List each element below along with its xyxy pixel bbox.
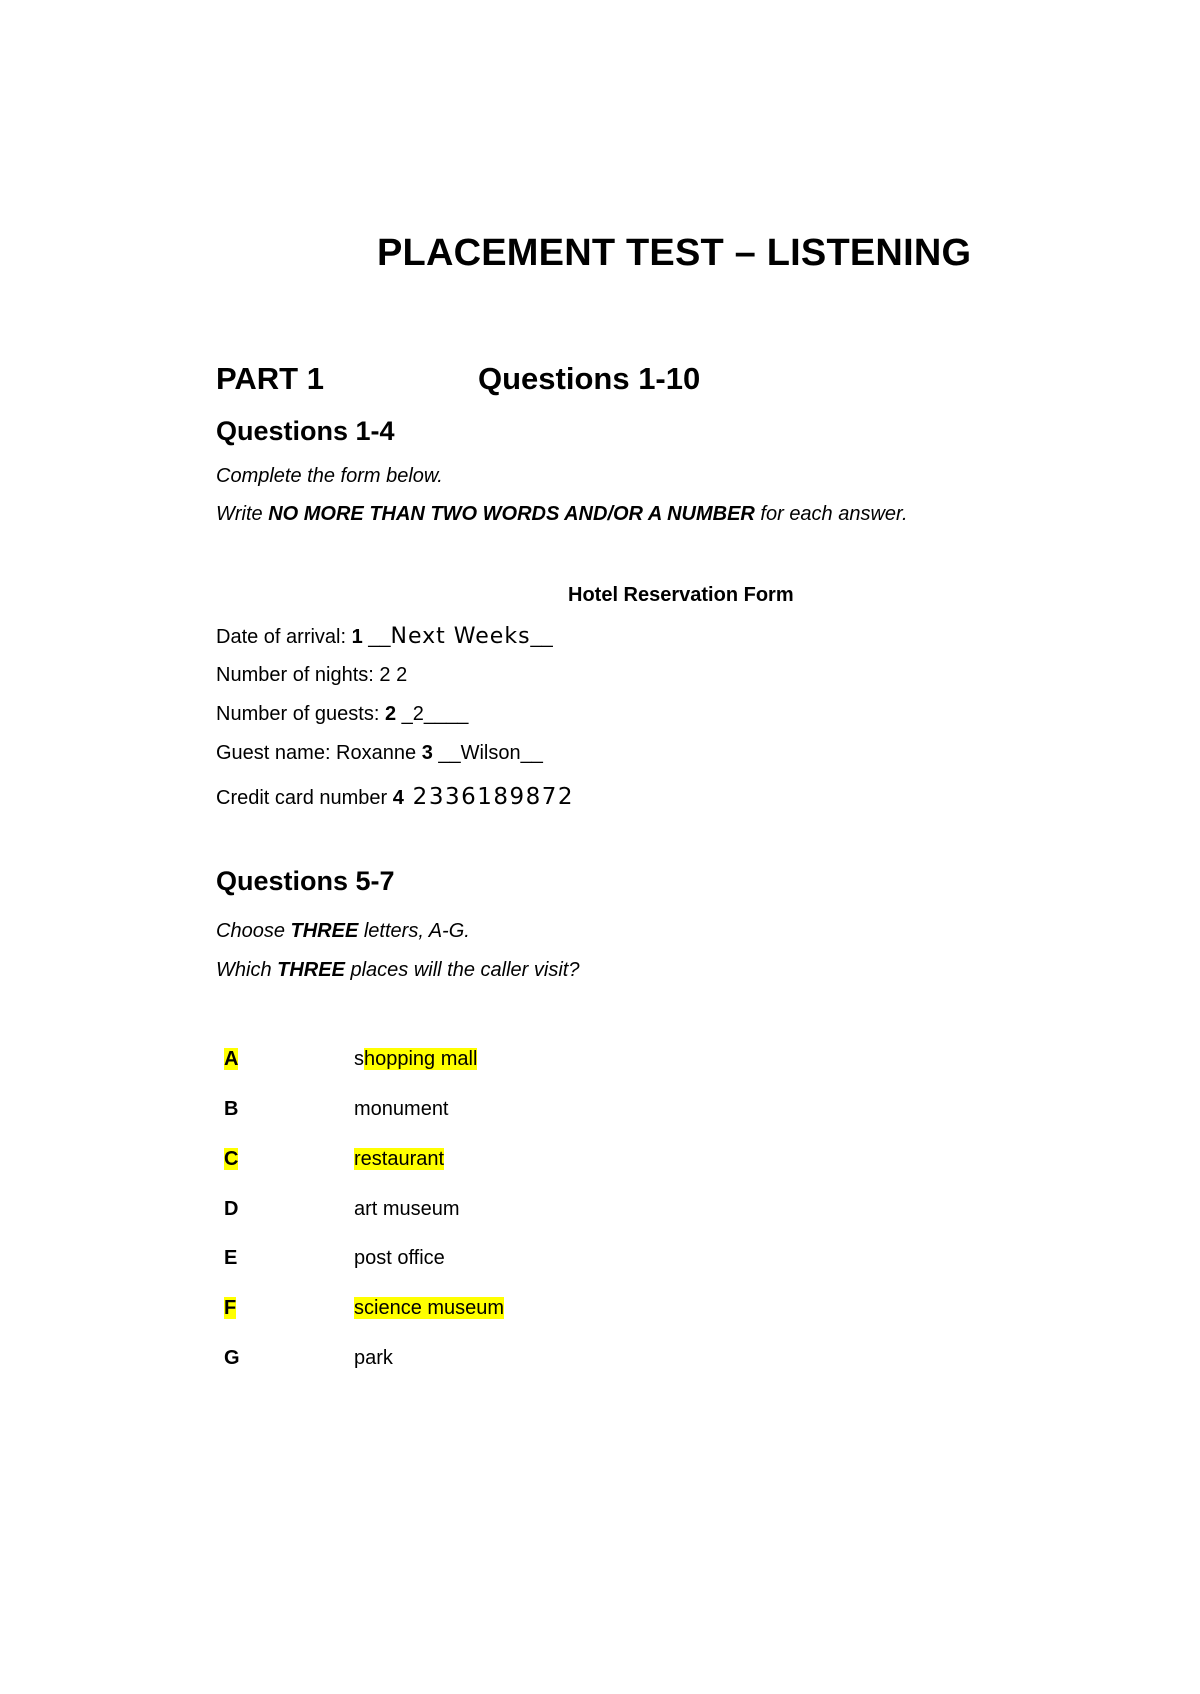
answer-handwritten: 2336189872 bbox=[403, 784, 575, 810]
field-number-of-nights bbox=[216, 664, 407, 687]
option-letter-highlight: A bbox=[224, 1048, 239, 1070]
field-label: Number of nights: 2 2 bbox=[216, 664, 408, 686]
question-number: 3 bbox=[421, 742, 433, 764]
instruction-which-bold: THREE bbox=[277, 959, 345, 981]
option-text-d: art museum bbox=[354, 1198, 460, 1220]
question-number: 4 bbox=[392, 787, 404, 809]
question-number: 2 bbox=[384, 703, 397, 725]
form-title: Hotel Reservation Form bbox=[568, 584, 794, 606]
option-text-g: park bbox=[354, 1347, 393, 1369]
section-heading-1-4: Questions 1-4 bbox=[216, 416, 395, 446]
field-date-of-arrival bbox=[216, 624, 553, 649]
instruction-choose-pre: Choose bbox=[216, 920, 291, 942]
part-range: Questions 1-10 bbox=[478, 361, 701, 396]
page-title: PLACEMENT TEST – LISTENING bbox=[377, 232, 972, 274]
field-label: Credit card number bbox=[216, 787, 393, 809]
answer-blank: __ bbox=[362, 626, 391, 648]
answer-blank: __ bbox=[530, 626, 553, 648]
instruction-word-limit-bold: NO MORE THAN TWO WORDS AND/OR A NUMBER bbox=[268, 503, 755, 525]
section-heading-5-7: Questions 5-7 bbox=[216, 866, 395, 896]
field-label: Number of guests: bbox=[216, 703, 385, 725]
answer-text: __Wilson__ bbox=[432, 742, 543, 764]
instruction-complete-form: Complete the form below. bbox=[216, 465, 443, 487]
instruction-word-limit-post: for each answer. bbox=[754, 503, 908, 525]
instruction-choose-letters bbox=[216, 920, 470, 943]
field-label: Guest name: Roxanne bbox=[216, 742, 422, 764]
option-letter-d: D bbox=[224, 1198, 239, 1220]
question-number: 1 bbox=[351, 626, 363, 648]
part-label: PART 1 bbox=[216, 361, 324, 396]
option-letter-c bbox=[224, 1148, 238, 1171]
option-text-highlight: science museum bbox=[354, 1297, 505, 1319]
field-credit-card-number bbox=[216, 784, 574, 810]
option-letter-g: G bbox=[224, 1347, 240, 1369]
option-text-c bbox=[354, 1148, 444, 1171]
instruction-which-pre: Which bbox=[216, 959, 278, 981]
field-number-of-guests bbox=[216, 703, 468, 726]
option-letter-e: E bbox=[224, 1247, 238, 1269]
option-text-e: post office bbox=[354, 1247, 445, 1269]
instruction-which-places bbox=[216, 959, 579, 982]
option-text-f bbox=[354, 1297, 504, 1320]
option-letter-a bbox=[224, 1048, 238, 1071]
instruction-choose-post: letters, A-G. bbox=[358, 920, 470, 942]
option-text-b: monument bbox=[354, 1098, 449, 1120]
answer-handwritten: Next Weeks bbox=[390, 624, 531, 649]
instruction-word-limit-pre: Write bbox=[216, 503, 269, 525]
option-letter-b: B bbox=[224, 1098, 239, 1120]
option-letter-highlight: F bbox=[224, 1297, 237, 1319]
instruction-choose-bold: THREE bbox=[290, 920, 359, 942]
instruction-word-limit bbox=[216, 503, 908, 526]
field-guest-name bbox=[216, 742, 543, 765]
option-text-highlight: hopping mall bbox=[364, 1048, 478, 1070]
option-letter-highlight: C bbox=[224, 1148, 239, 1170]
option-text-plain: s bbox=[354, 1048, 364, 1070]
answer-text: _2____ bbox=[396, 703, 469, 725]
option-text-highlight: restaurant bbox=[354, 1148, 445, 1170]
option-text-a bbox=[354, 1048, 477, 1071]
instruction-which-post: places will the caller visit? bbox=[344, 959, 580, 981]
field-label: Date of arrival: bbox=[216, 626, 352, 648]
option-letter-f bbox=[224, 1297, 236, 1320]
